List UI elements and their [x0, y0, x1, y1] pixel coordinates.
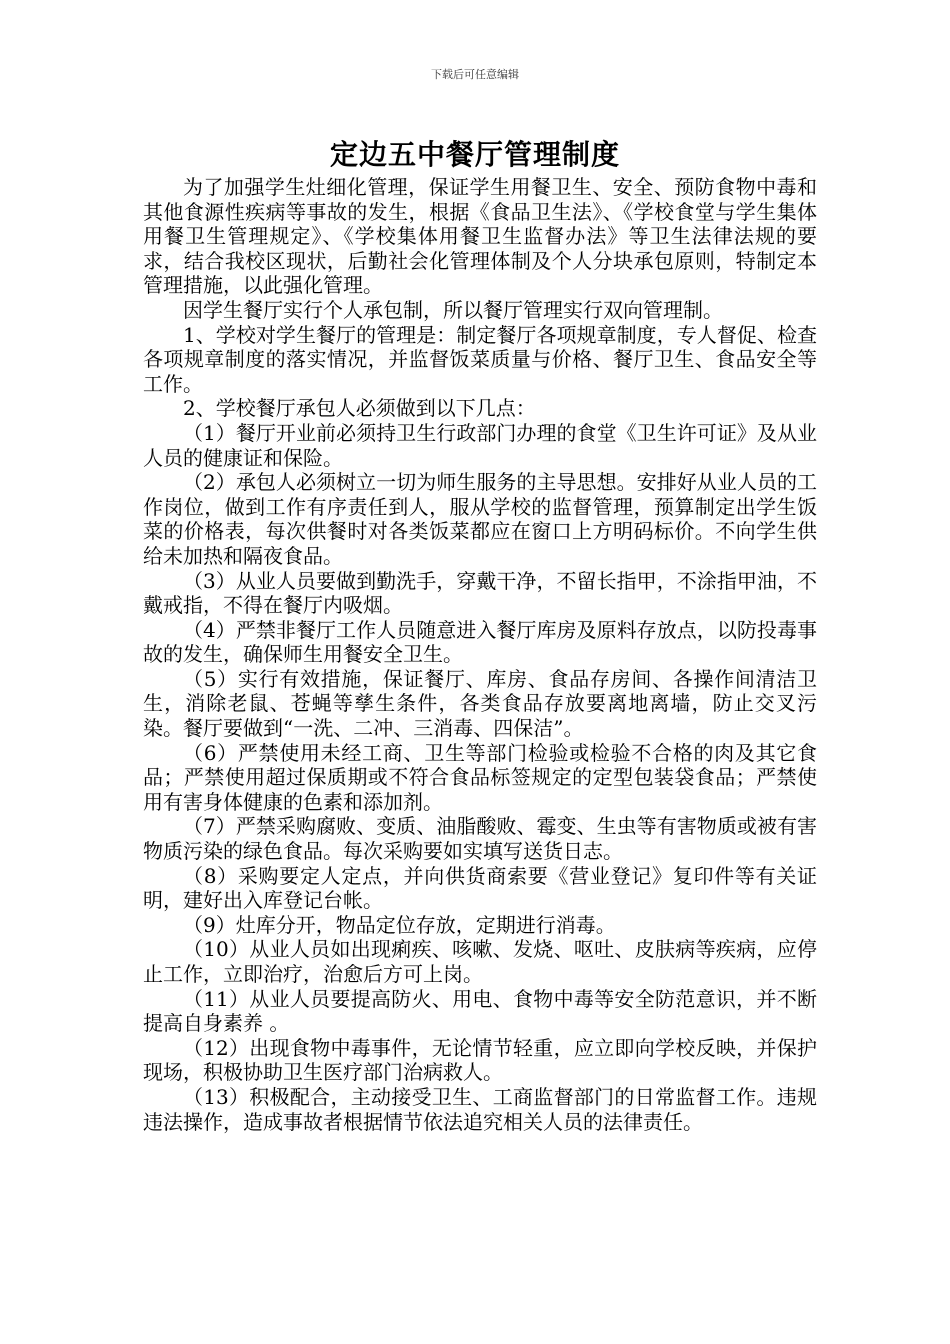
document-title: 定边五中餐厅管理制度 — [329, 138, 620, 171]
paragraph-rule-3: （3）从业人员要做到勤洗手，穿戴干净，不留长指甲，不涂指甲油，不戴戒指，不得在餐厅内吸烟。 — [143, 568, 817, 618]
paragraph-rule-12: （12）出现食物中毒事件，无论情节轻重，应立即向学校反映，并保护现场，积极协助卫生医疗部门治病救人。 — [143, 1035, 817, 1085]
paragraph-rule-4: （4）严禁非餐厅工作人员随意进入餐厅库房及原料存放点，以防投毒事故的发生，确保师生用餐安全卫生。 — [143, 617, 817, 667]
paragraph-rule-5: （5）实行有效措施，保证餐厅、库房、食品存房间、各操作间清洁卫生，消除老鼠、苍蝇等孳生条件，各类食品存放要离地离墙，防止交叉污染。餐厅要做到“一洗、二冲、三消毒、四保洁”。 — [143, 666, 817, 741]
paragraph-rule-6: （6）严禁使用未经工商、卫生等部门检验或检验不合格的肉及其它食品；严禁使用超过保质期或不符合食品标签规定的定型包装袋食品；严禁使用有害身体健康的色素和添加剂。 — [143, 740, 817, 814]
paragraph-rule-11: （11）从业人员要提高防火、用电、食物中毒等安全防范意识，并不断提高自身素养 。 — [143, 986, 817, 1036]
paragraph-management-mode: 因学生餐厅实行个人承包制，所以餐厅管理实行双向管理制。 — [183, 297, 723, 322]
paragraph-rule-8: （8）采购要定人定点，并向供货商索要《营业登记》复印件等有关证明，建好出入库登记台帐。 — [143, 863, 817, 913]
paragraph-rule-2: （2）承包人必须树立一切为师生服务的主导思想。安排好从业人员的工作岗位，做到工作有序责任到人，服从学校的监督管理，预算制定出学生饭菜的价格表，每次供餐时对各类饭菜都应在窗口上方明码标价。不向学生供给未加热和隔夜食品。 — [143, 470, 817, 568]
paragraph-rule-7: （7）严禁采购腐败、变质、油脂酸败、霉变、生虫等有害物质或被有害物质污染的绿色食品。每次采购要如实填写送货日志。 — [143, 814, 817, 864]
document-body — [143, 175, 817, 1134]
paragraph-rule-9: （9）灶库分开，物品定位存放，定期进行消毒。 — [183, 912, 616, 937]
paragraph-item-1: 1、学校对学生餐厅的管理是：制定餐厅各项规章制度，专人督促、检查各项规章制度的落实情况，并监督饭菜质量与价格、餐厅卫生、食品安全等工作。 — [143, 322, 817, 396]
paragraph-item-2: 2、学校餐厅承包人必须做到以下几点： — [183, 396, 536, 421]
paragraph-rule-10: （10）从业人员如出现痢疾、咳嗽、发烧、呕吐、皮肤病等疾病，应停止工作，立即治疗，治愈后方可上岗。 — [143, 937, 817, 986]
header-note: 下载后可任意编辑 — [431, 68, 519, 81]
paragraph-intro: 为了加强学生灶细化管理，保证学生用餐卫生、安全、预防食物中毒和其他食源性疾病等事故的发生，根据《食品卫生法》、《学校食堂与学生集体用餐卫生管理规定》、《学校集体用餐卫生监督办法》等卫生法律法规的要求，结合我校区现状，后勤社会化管理体制及个人分块承包原则，特制定本管理措施，以此强化管理。 — [143, 175, 817, 298]
paragraph-rule-13: （13）积极配合，主动接受卫生、工商监督部门的日常监督工作。违规违法操作，造成事故者根据情节依法追究相关人员的法律责任。 — [143, 1084, 817, 1134]
paragraph-rule-1: （1）餐厅开业前必须持卫生行政部门办理的食堂《卫生许可证》及从业人员的健康证和保险。 — [143, 420, 817, 470]
